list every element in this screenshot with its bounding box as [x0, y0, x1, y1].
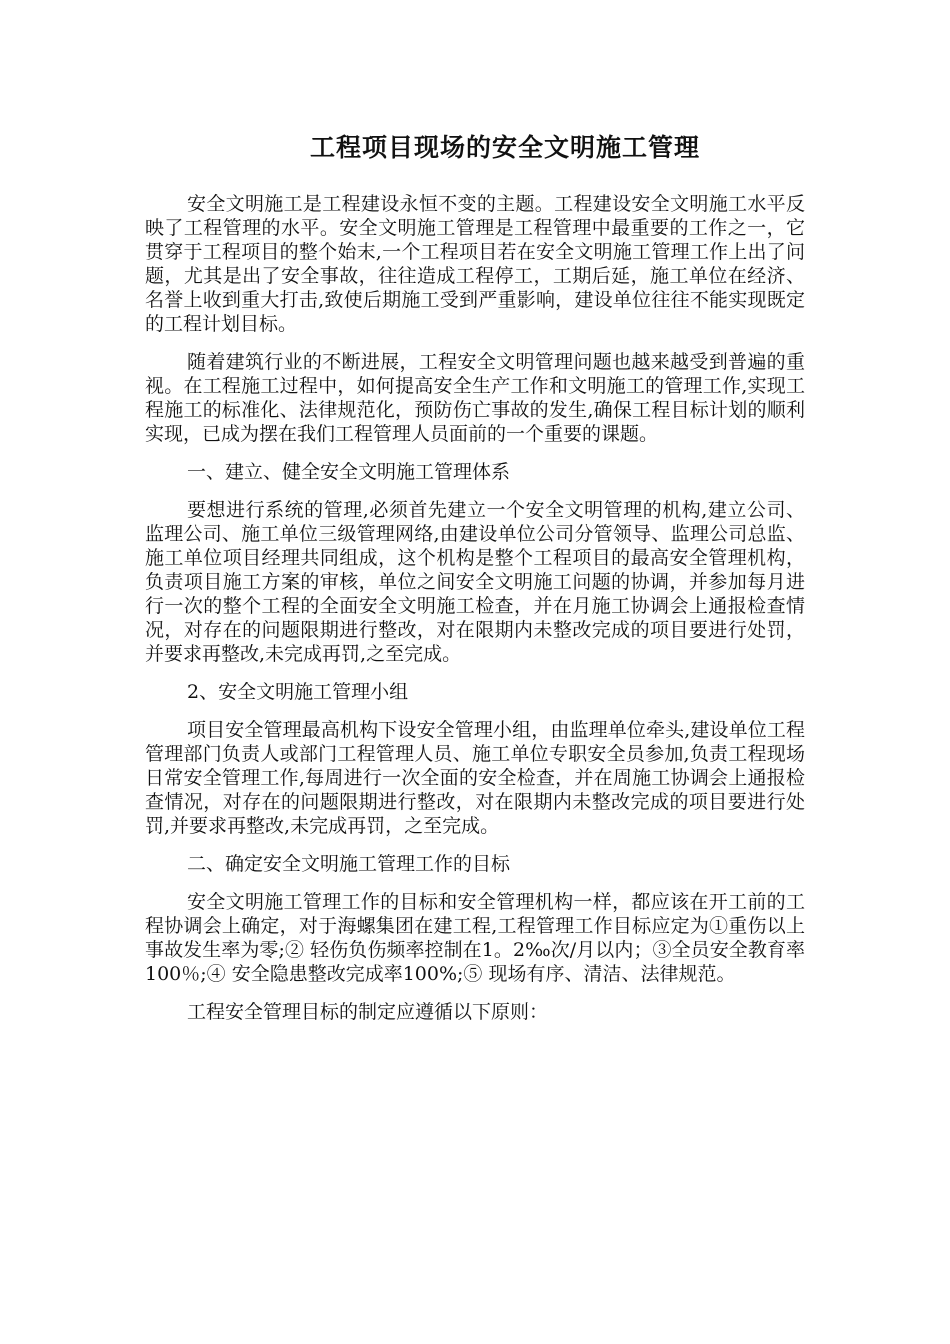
- paragraph-subsection-2: 项目安全管理最高机构下设安全管理小组，由监理单位牵头,建设单位工程管理部门负责人或部门工程管理人员、施工单位专职安全员参加,负责工程现场日常安全管理工作,每周进行一次全面的安全检查，并在周施工协调会上通报检查情况，对存在的问题限期进行整改，对在限期内未整改完成的项目要进行处罚,并要求再整改,未完成再罚，之至完成。: [145, 719, 805, 837]
- section-heading-1: 一、建立、健全安全文明施工管理体系: [187, 461, 511, 483]
- paragraph-principles: 工程安全管理目标的制定应遵循以下原则：: [187, 1001, 549, 1023]
- subsection-heading-2: 2、安全文明施工管理小组: [187, 681, 409, 703]
- paragraph-intro-1: 安全文明施工是工程建设永恒不变的主题。工程建设安全文明施工水平反映了工程管理的水平。安全文明施工管理是工程管理中最重要的工作之一，它贯穿于工程项目的整个始末,一个工程项目若在安全文明施工管理工作上出了问题，尤其是出了安全事故，往往造成工程停工，工期后延，施工单位在经济、名誉上收到重大打击,致使后期施工受到严重影响，建设单位往往不能实现既定的工程计划目标。: [145, 193, 805, 335]
- paragraph-section-2: 安全文明施工管理工作的目标和安全管理机构一样，都应该在开工前的工程协调会上确定，对于海螺集团在建工程,工程管理工作目标应定为①重伤以上事故发生率为零;② 轻伤负伤频率控制在1。2‰次/月以内；③全员安全教育率 100％;④ 安全隐患整改完成率100%;⑤ 现场有序、清洁、法律规范。: [145, 891, 805, 985]
- document-body: [145, 192, 805, 1024]
- paragraph-section-1: 要想进行系统的管理,必须首先建立一个安全文明管理的机构,建立公司、监理公司、施工单位三级管理网络,由建设单位公司分管领导、监理公司总监、施工单位项目经理共同组成，这个机构是整个工程项目的最高安全管理机构，负责项目施工方案的审核，单位之间安全文明施工问题的协调，并参加每月进行一次的整个工程的全面安全文明施工检查，并在月施工协调会上通报检查情况，对存在的问题限期进行整改，对在限期内未整改完成的项目要进行处罚，并要求再整改,未完成再罚,之至完成。: [145, 499, 805, 665]
- section-heading-2: 二、确定安全文明施工管理工作的目标: [187, 853, 511, 875]
- paragraph-intro-2: 随着建筑行业的不断进展，工程安全文明管理问题也越来越受到普遍的重视。在工程施工过程中，如何提高安全生产工作和文明施工的管理工作,实现工程施工的标准化、法律规范化，预防伤亡事故的发生,确保工程目标计划的顺利实现，已成为摆在我们工程管理人员面前的一个重要的课题。: [145, 351, 805, 445]
- page-title: 工程项目现场的安全文明施工管理: [309, 133, 700, 162]
